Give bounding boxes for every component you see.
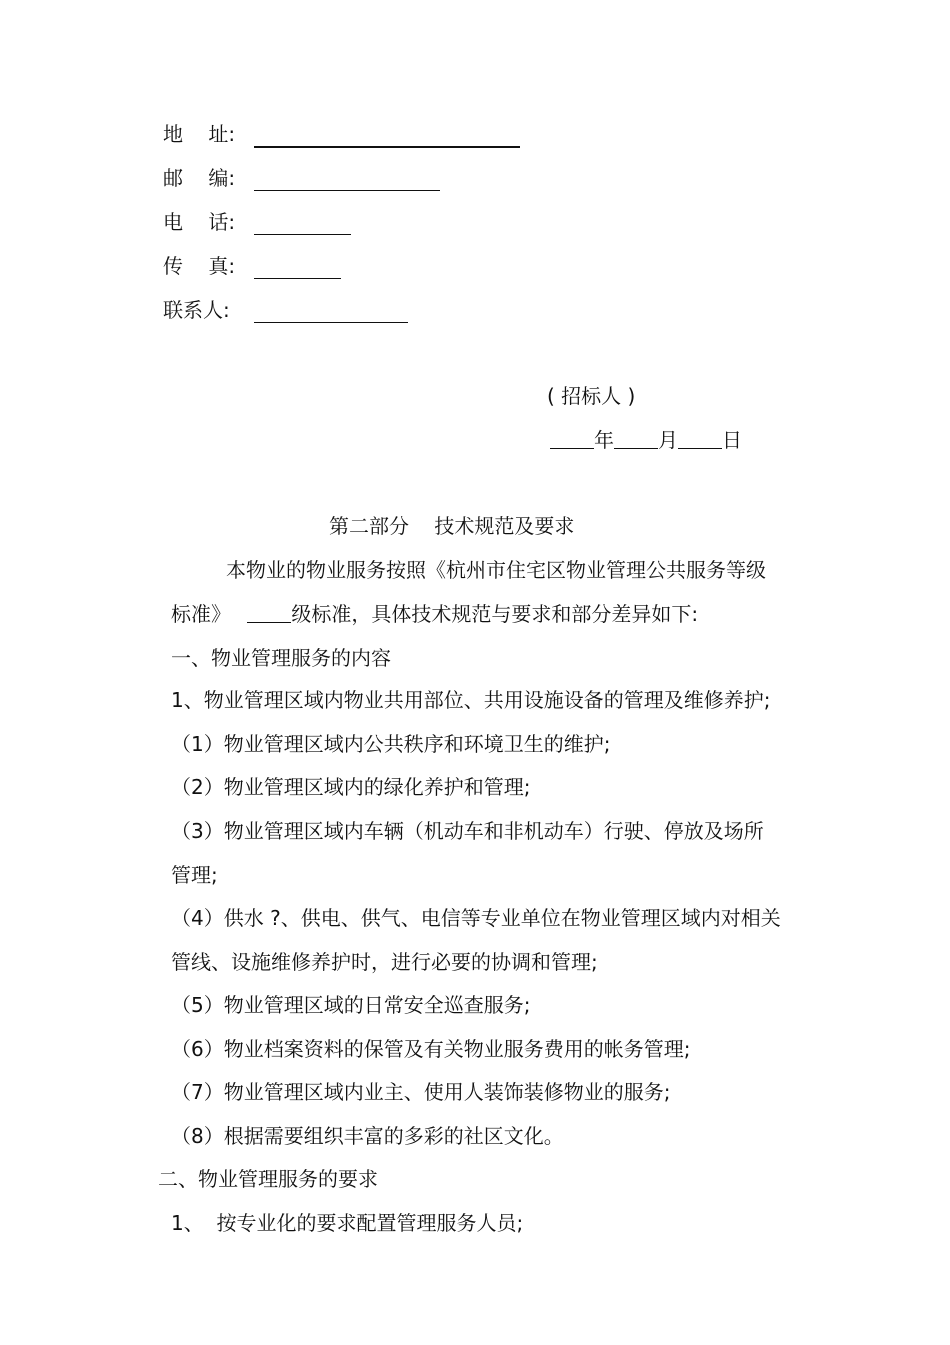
- sub-item-7: （7）物业管理区域内业主、使用人装饰装修物业的服务;: [171, 1080, 671, 1104]
- requirement-1: 1、 按专业化的要求配置管理服务人员;: [171, 1211, 524, 1235]
- date-line: [550, 426, 742, 454]
- month-blank[interactable]: [614, 428, 658, 449]
- address-blank: [254, 146, 520, 148]
- item-1: 1、物业管理区域内物业共用部位、共用设施设备的管理及维修养护;: [171, 688, 771, 712]
- phone-label: 电 话:: [163, 210, 236, 234]
- month-label: 月: [658, 428, 678, 452]
- intro-line-2: [171, 600, 698, 628]
- section-title: 第二部分 技术规范及要求: [329, 514, 575, 538]
- fax-blank: [254, 278, 341, 279]
- address-label: 地 址:: [163, 122, 236, 146]
- year-blank[interactable]: [550, 428, 594, 449]
- intro-line-1: 本物业的物业服务按照《杭州市住宅区物业管理公共服务等级: [226, 558, 766, 582]
- sub-item-8: （8）根据需要组织丰富的多彩的社区文化。: [171, 1124, 564, 1148]
- day-label: 日: [722, 428, 742, 452]
- sub-item-1: （1）物业管理区域内公共秩序和环境卫生的维护;: [171, 732, 611, 756]
- postcode-blank: [254, 190, 440, 191]
- contact-person-label: 联系人:: [163, 298, 230, 322]
- grade-blank[interactable]: [247, 602, 291, 623]
- phone-blank: [254, 234, 351, 235]
- year-label: 年: [594, 428, 614, 452]
- intro-suffix: 级标准，具体技术规范与要求和部分差异如下:: [291, 602, 699, 626]
- sub-item-3: （3）物业管理区域内车辆（机动车和非机动车）行驶、停放及场所: [171, 819, 764, 843]
- fax-label: 传 真:: [163, 254, 236, 278]
- sub-item-5: （5）物业管理区域的日常安全巡查服务;: [171, 993, 531, 1017]
- heading-service-content: 一、物业管理服务的内容: [171, 646, 391, 670]
- contact-person-blank: [254, 322, 408, 323]
- heading-service-requirements: 二、物业管理服务的要求: [158, 1167, 378, 1191]
- sub-item-4: （4）供水 ?、供电、供气、电信等专业单位在物业管理区域内对相关: [171, 906, 781, 930]
- day-blank[interactable]: [678, 428, 722, 449]
- tenderer-label: ( 招标人 ): [547, 384, 636, 408]
- sub-item-2: （2）物业管理区域内的绿化养护和管理;: [171, 775, 531, 799]
- intro-prefix: 标准》: [171, 602, 231, 626]
- sub-item-3-cont: 管理;: [171, 863, 218, 887]
- sub-item-6: （6）物业档案资料的保管及有关物业服务费用的帐务管理;: [171, 1037, 691, 1061]
- postcode-label: 邮 编:: [163, 166, 236, 190]
- sub-item-4-cont: 管线、设施维修养护时，进行必要的协调和管理;: [171, 950, 598, 974]
